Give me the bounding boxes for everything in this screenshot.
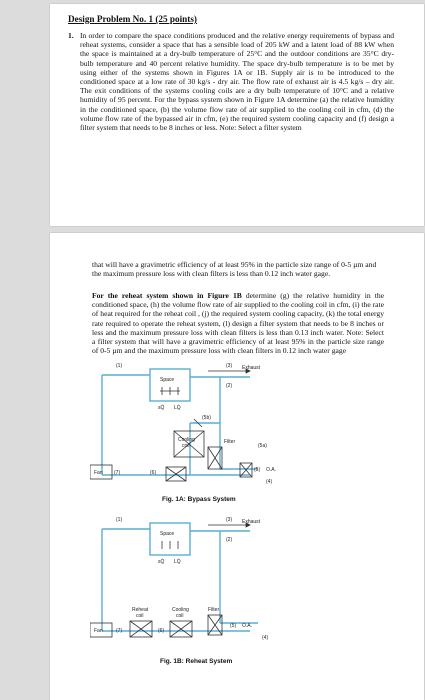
figure-1b-caption: Fig. 1B: Reheat System: [160, 658, 233, 665]
fig1a-coil-label: coil: [182, 443, 190, 449]
fig1b-reheat-coil-label: coil: [136, 613, 144, 619]
fig1a-node-7: (7): [114, 470, 121, 476]
reheat-lead: For the reheat system shown in Figure 1B: [92, 291, 242, 300]
fig1a-outside-air-label: O.A.: [266, 467, 277, 473]
fig1a-filter-label: Filter: [224, 439, 236, 445]
fig1a-node-3: (3): [226, 363, 233, 369]
fig1b-reheat-label: Reheat: [132, 607, 149, 613]
fig1b-node-2: (2): [226, 537, 233, 543]
fig1b-filter-label: Filter: [208, 607, 220, 613]
fig1b-node-6: (6): [158, 628, 165, 634]
fig1a-node-5a: (5a): [258, 443, 267, 449]
fig1a-space-label: Space: [160, 377, 175, 383]
fig1b-node-3: (3): [226, 517, 233, 523]
figure-1a-caption: Fig. 1A: Bypass System: [162, 496, 236, 503]
fig1a-sensible-load: sQ̇: [158, 405, 165, 411]
fig1b-node-7: (7): [116, 628, 123, 634]
fig1b-cooling-label: Cooling: [172, 607, 189, 613]
fig1a-node-6: (6): [150, 470, 157, 476]
page-1: [50, 4, 424, 226]
fig1a-node-5b: (5b): [202, 415, 211, 421]
fig1a-node-1: (1): [116, 363, 123, 369]
fig1b-node-4: (4): [262, 635, 269, 641]
reheat-paragraph: [92, 291, 384, 355]
fig1a-node-4: (4): [266, 479, 273, 485]
fig1a-latent-load: LQ̇: [174, 405, 181, 411]
part1-text: In order to compare the space conditions produced and the relative energy requirements of bypass and reheat systems, consider a space that has a sensible load of 205 kW and a latent load of 88 kW when the space is maintained at a dry-bulb temperature of 25°C and the outdoor conditions are 35°C dry-bulb temperature and 40 percent relative humidity. The space dry-bulb temperature is to be met by using either of the systems shown in Figures 1A or 1B. Supply air is to be introduced to the conditioned space at a low rate of 30 kg/s - dry air. The flow rate of exhaust air is 4.5 kg/s – dry air. The exit conditions of the systems cooling coils are a dry bulb temperature of 10°C and a relative humidity of 95 percent. For the bypass system shown in Figure 1A determine (a) the relative humidity in the conditioned space, (b) the volume flow rate of air supplied to the cooling coil in cfm, (d) the volume flow rate of the bypassed air in cfm, (e) the required system cooling capacity and (f) design a filter system that needs to be 8 inches or less. Note: Select a filter system: [80, 31, 394, 133]
fig1b-outside-air-label: O.A.: [242, 623, 253, 629]
fig1b-cooling-coil-label: coil: [176, 613, 184, 619]
fig1b-node-1: (1): [116, 517, 123, 523]
fig1b-sensible-load: sQ̇: [158, 559, 165, 565]
problem-heading: Design Problem No. 1 (25 points): [68, 14, 197, 24]
fig1b-latent-load: LQ̇: [174, 559, 181, 565]
fig1a-exhaust-label: Exhaust: [242, 365, 261, 371]
figure-1a-diagram: [90, 361, 370, 489]
fig1b-space-label: Space: [160, 531, 175, 537]
continuation-paragraph: that will have a gravimetric efficiency of at least 95% in the particle size range of 0-5 µm and the maximum pressure loss with clean filters is less than 0.12 inch water gage.: [92, 260, 377, 279]
fig1a-cooling-label: Cooling: [178, 437, 195, 443]
reheat-text: determine (g) the relative humidity in the conditioned space, (h) the volume flow rate of air supplied to the cooling coil in cfm, (i) the rate of heat required for the reheat coil , (j) the required system cooling capacity, (k) the total energy rate required to operate the reheat system, (l) design a filter system that needs to be 8 inches or less and the maximum pressure loss with clean filters is less than 0.13 inch water. Note: Select a filter system that will have a gravimetric efficiency of at least 95% in the particle size range of 0-5 µm and the maximum pressure loss with clean filters in 0.12 inch water gage: [92, 291, 384, 356]
page-2: [50, 233, 424, 700]
fig1b-fan-label: Fan: [94, 628, 103, 634]
fig1a-node-5: (5): [254, 467, 261, 473]
fig1a-node-2: (2): [226, 383, 233, 389]
problem-number: 1.: [68, 31, 74, 40]
fig1a-fan-label: Fan: [94, 470, 103, 476]
figure-1b-diagram: [90, 515, 370, 645]
problem-part1-paragraph: [68, 31, 394, 133]
fig1b-node-5: (5): [230, 623, 237, 629]
fig1b-exhaust-label: Exhaust: [242, 519, 261, 525]
